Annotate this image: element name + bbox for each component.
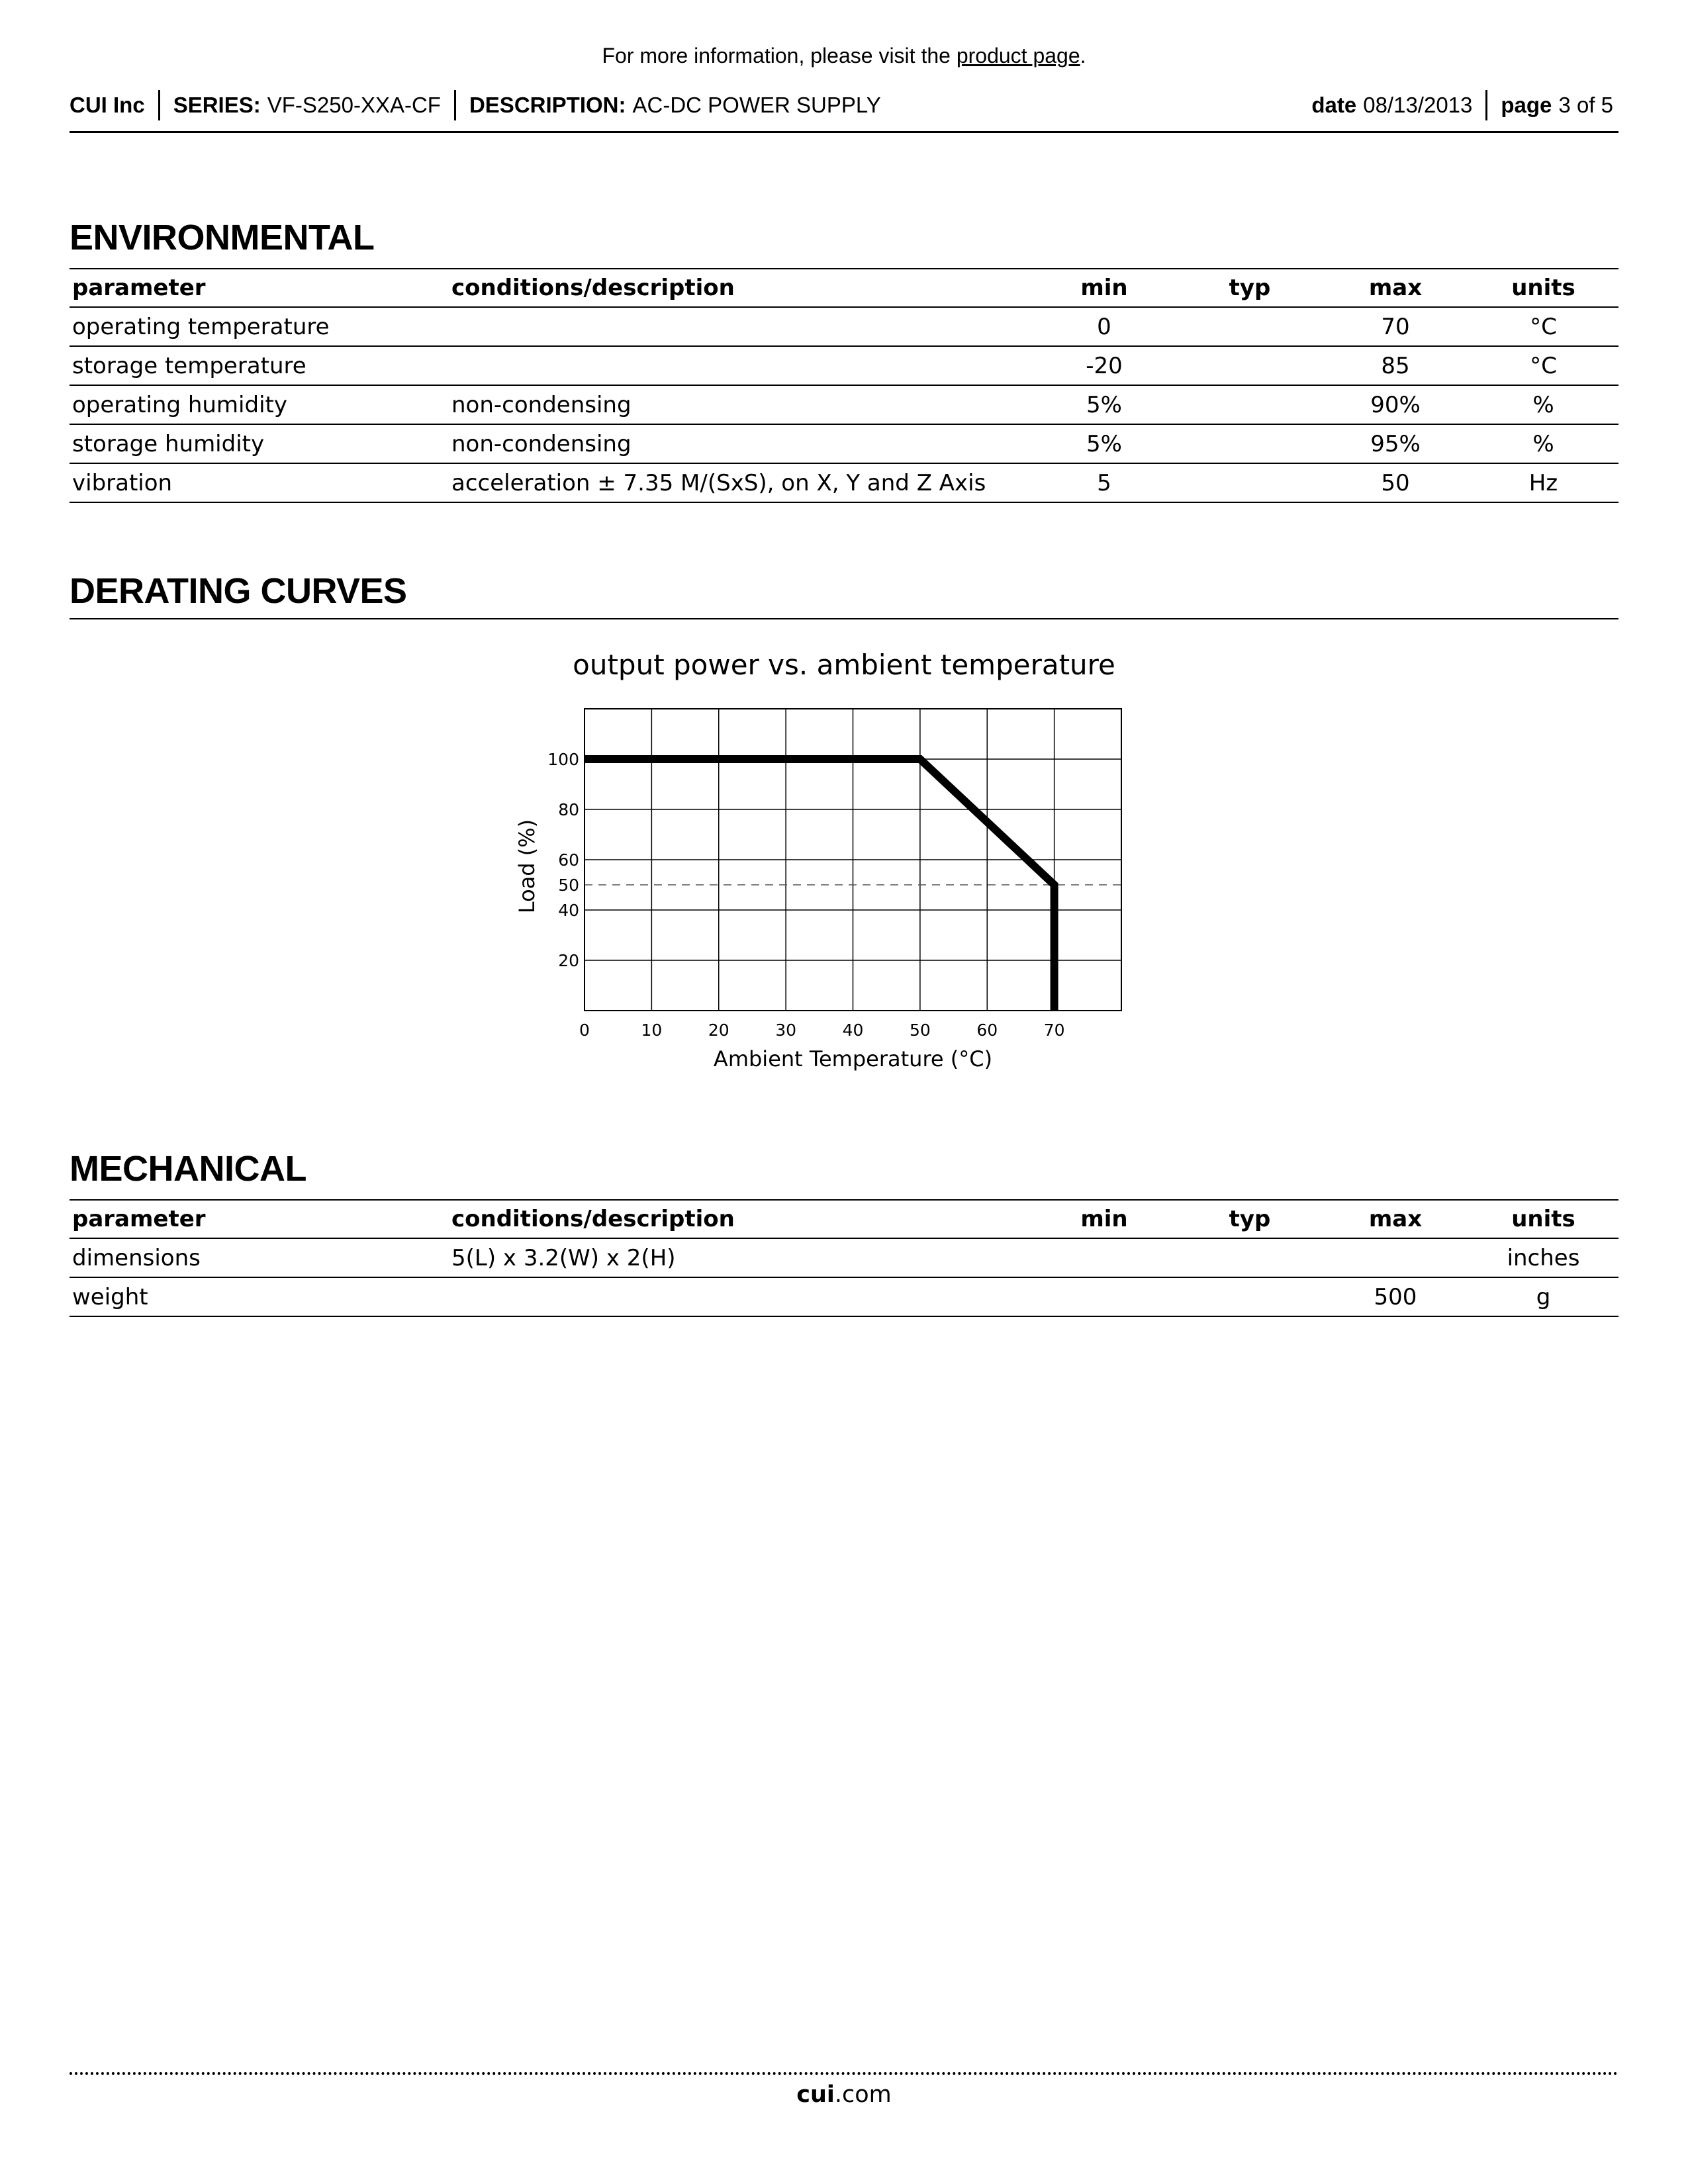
table-cell: °C (1468, 307, 1618, 346)
environmental-title: ENVIRONMENTAL (70, 218, 375, 257)
more-info-period: . (1080, 44, 1086, 68)
x-tick-label: 0 (579, 1021, 590, 1040)
mechanical-title: MECHANICAL (70, 1149, 306, 1189)
table-cell: % (1468, 424, 1618, 463)
table-cell: g (1468, 1277, 1618, 1316)
date-value: 08/13/2013 (1363, 93, 1473, 117)
footer-site-bold: cui (796, 2081, 835, 2108)
table-cell: 5% (1031, 424, 1177, 463)
series-label: SERIES: (173, 93, 261, 117)
y-tick-label: 40 (558, 901, 579, 920)
table-cell: 0 (1031, 307, 1177, 346)
y-axis-label: Load (%) (514, 819, 539, 914)
product-page-link[interactable]: product page (956, 44, 1080, 68)
table-cell: operating temperature (70, 307, 449, 346)
table-cell: 5(L) x 3.2(W) x 2(H) (449, 1238, 1031, 1277)
table-cell: 90% (1323, 385, 1468, 424)
table-cell: storage temperature (70, 346, 449, 385)
x-tick-label: 20 (708, 1021, 729, 1040)
more-info-text: For more information, please visit the (602, 44, 957, 68)
column-header: max (1323, 269, 1468, 307)
column-header: units (1468, 1200, 1618, 1238)
page-number: 3 of 5 (1558, 93, 1613, 117)
table-cell: vibration (70, 463, 449, 502)
table-cell: weight (70, 1277, 449, 1316)
column-header: parameter (70, 269, 449, 307)
table-row (70, 1238, 1618, 1277)
table-cell: 5% (1031, 385, 1177, 424)
description-value: AC-DC POWER SUPPLY (632, 93, 881, 117)
footer-site-rest: .com (834, 2081, 892, 2108)
mechanical-table (70, 1200, 1618, 1317)
chart-title: output power vs. ambient temperature (573, 649, 1115, 681)
table-cell: non-condensing (449, 424, 1031, 463)
column-header: min (1031, 1200, 1177, 1238)
column-header: units (1468, 269, 1618, 307)
date-label: date (1311, 93, 1357, 117)
column-header: typ (1177, 269, 1323, 307)
y-tick-label: 100 (547, 750, 579, 769)
table-cell (1177, 1277, 1323, 1316)
table-cell (1177, 1238, 1323, 1277)
table-cell: 5 (1031, 463, 1177, 502)
x-tick-label: 50 (909, 1021, 931, 1040)
y-tick-label: 60 (558, 850, 579, 870)
table-cell: 50 (1323, 463, 1468, 502)
table-cell: 85 (1323, 346, 1468, 385)
footer-divider (70, 2072, 1618, 2075)
y-tick-label: 80 (558, 800, 579, 819)
y-tick-label: 50 (558, 876, 579, 895)
table-cell: 70 (1323, 307, 1468, 346)
column-header: parameter (70, 1200, 449, 1238)
table-cell: 95% (1323, 424, 1468, 463)
x-tick-label: 10 (641, 1021, 663, 1040)
description-label: DESCRIPTION: (469, 93, 626, 117)
company-name: CUI Inc (70, 93, 145, 117)
table-header-row (70, 1200, 1618, 1238)
column-header: min (1031, 269, 1177, 307)
page-label: page (1501, 93, 1552, 117)
column-header: typ (1177, 1200, 1323, 1238)
table-cell: non-condensing (449, 385, 1031, 424)
table-cell: °C (1468, 346, 1618, 385)
footer-site[interactable] (0, 2081, 1688, 2108)
x-tick-label: 60 (976, 1021, 998, 1040)
table-cell: -20 (1031, 346, 1177, 385)
column-header: conditions/description (449, 1200, 1031, 1238)
table-cell: inches (1468, 1238, 1618, 1277)
x-tick-label: 30 (775, 1021, 797, 1040)
column-header: conditions/description (449, 269, 1031, 307)
column-header: max (1323, 1200, 1468, 1238)
table-cell (449, 1277, 1031, 1316)
y-tick-label: 20 (558, 951, 579, 970)
x-tick-label: 40 (842, 1021, 864, 1040)
table-cell (1323, 1238, 1468, 1277)
table-cell (1031, 1277, 1177, 1316)
table-row (70, 1277, 1618, 1316)
table-cell: operating humidity (70, 385, 449, 424)
derating-curves-title: DERATING CURVES (70, 571, 407, 611)
table-cell: Hz (1468, 463, 1618, 502)
x-axis-label: Ambient Temperature (°C) (713, 1046, 993, 1071)
table-cell (1031, 1238, 1177, 1277)
x-tick-label: 70 (1043, 1021, 1065, 1040)
series-value: VF-S250-XXA-CF (267, 93, 441, 117)
table-cell: storage humidity (70, 424, 449, 463)
table-cell: acceleration ± 7.35 M/(SxS), on X, Y and Z Axis (449, 463, 1031, 502)
table-cell: % (1468, 385, 1618, 424)
table-cell: 500 (1323, 1277, 1468, 1316)
table-cell: dimensions (70, 1238, 449, 1277)
